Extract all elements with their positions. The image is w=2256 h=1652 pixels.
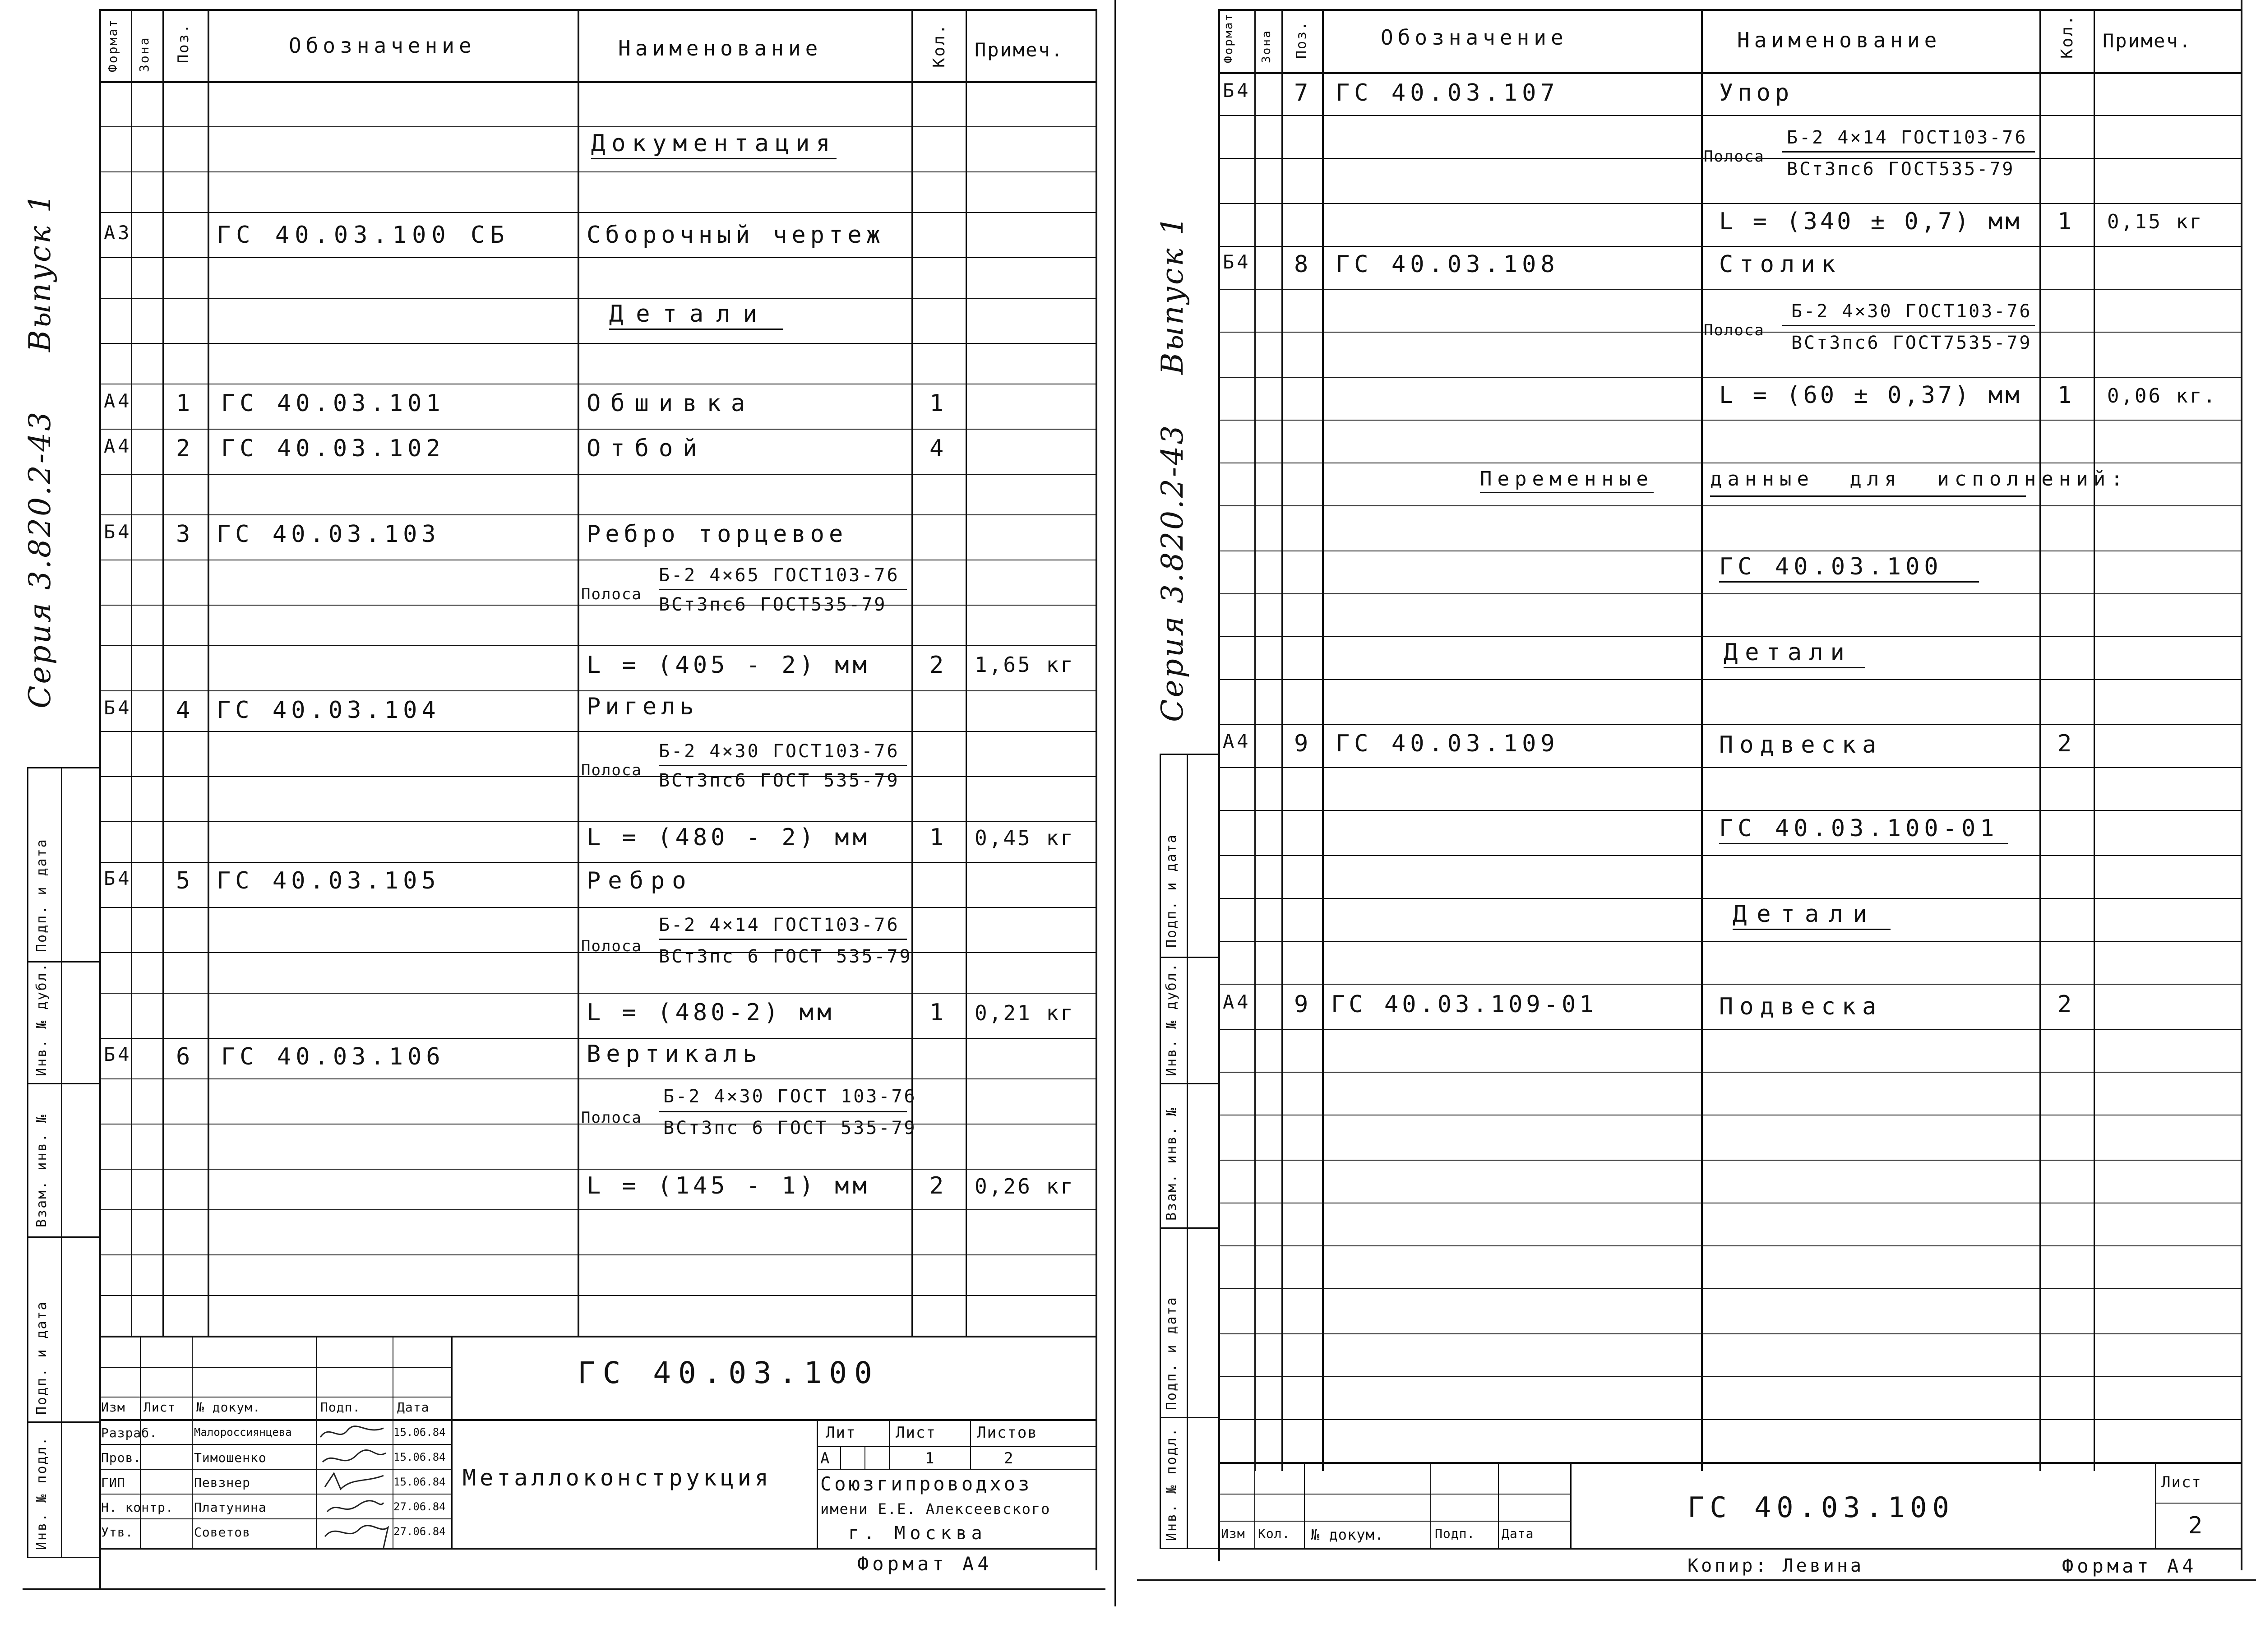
fraction-line xyxy=(1782,325,2035,326)
stamp-label: Инв. № подл. xyxy=(1164,1427,1179,1541)
fraction-line xyxy=(659,589,907,590)
stamp-label: Инв. № дубл. xyxy=(34,962,50,1076)
row-name: Ребро торцевое xyxy=(587,521,848,548)
row-position: 9 xyxy=(1294,730,1311,757)
row-qty: 1 xyxy=(929,824,947,851)
role-label: Пров. xyxy=(101,1450,142,1465)
series-label: Серия 3.820.2-43 xyxy=(23,410,57,708)
hdr-doc-number: № докум. xyxy=(196,1400,261,1415)
col-designation-label: Обозначение xyxy=(1381,25,1568,50)
hdr-qty: Кол. xyxy=(1258,1526,1290,1541)
row-qty: 1 xyxy=(929,390,947,417)
row-designation: ГС 40.03.108 xyxy=(1336,251,1559,278)
sheet-2 xyxy=(1137,0,2256,1606)
row-designation: ГС 40.03.109-01 xyxy=(1331,991,1597,1018)
fraction-line xyxy=(659,765,907,766)
row-format: А3 xyxy=(104,222,132,244)
material-denominator: ВСт3пс6 ГОСТ 535-79 xyxy=(659,770,900,791)
row-qty: 1 xyxy=(929,999,947,1026)
row-qty: 2 xyxy=(2057,730,2075,757)
variable-data-label-2: данные для исполнений: xyxy=(1710,467,2128,491)
lists-label: Листов xyxy=(977,1424,1038,1442)
col-qty-label: Кол. xyxy=(930,23,948,68)
material-label: Полоса xyxy=(581,761,642,779)
row-format: А4 xyxy=(104,390,132,412)
row-name: Ребро xyxy=(587,867,693,894)
sign-date: 15.06.84 xyxy=(393,1476,446,1488)
col-zone-label: Зона xyxy=(1260,29,1273,63)
stamp-label: Инв. № дубл. xyxy=(1164,962,1179,1076)
stamp-label: Подп. и дата xyxy=(1164,1296,1179,1410)
role-label: Утв. xyxy=(101,1525,134,1540)
row-name: Отбой xyxy=(587,435,707,462)
row-position: 2 xyxy=(176,435,193,462)
hdr-date: Дата xyxy=(1502,1526,1534,1541)
section-parts: Детали xyxy=(609,302,783,330)
signatures xyxy=(316,1419,393,1550)
variant-designation: ГС 40.03.100 xyxy=(1719,555,1979,583)
row-name: Обшивка xyxy=(587,390,755,417)
section-parts: Детали xyxy=(1724,641,1865,668)
list-label: Лист xyxy=(896,1424,936,1442)
col-name-label: Наименование xyxy=(1737,28,1942,52)
row-note: 0,45 кг xyxy=(975,826,1075,850)
person-name: Советов xyxy=(194,1525,251,1540)
row-note: 0,26 кг xyxy=(975,1174,1075,1199)
col-note-label: Примеч. xyxy=(2103,30,2192,52)
material-denominator: ВСт3пс6 ГОСТ535-79 xyxy=(1787,159,2015,180)
sign-date: 27.06.84 xyxy=(393,1500,446,1513)
row-note: 0,15 кг xyxy=(2107,210,2204,233)
stamp-label: Инв. № подл. xyxy=(34,1436,50,1550)
stamp-label: Взам. инв. № xyxy=(1164,1106,1179,1221)
material-label: Полоса xyxy=(1704,148,1765,166)
row-note: 0,21 кг xyxy=(975,1001,1075,1025)
row-format: Б4 xyxy=(104,867,132,889)
row-qty: 1 xyxy=(2057,208,2075,235)
col-format-label: Формат xyxy=(1222,13,1235,63)
role-label: ГИП xyxy=(101,1475,125,1490)
section-documentation: Документация xyxy=(591,132,837,159)
hdr-izm: Изм xyxy=(1221,1526,1245,1541)
hdr-doc-number: № докум. xyxy=(1311,1526,1384,1543)
sign-date: 27.06.84 xyxy=(393,1525,446,1538)
row-format: Б4 xyxy=(1223,251,1251,273)
stamp-label: Подп. и дата xyxy=(1164,833,1179,948)
hdr-list: Лист xyxy=(143,1400,176,1415)
col-pos-label: Поз. xyxy=(175,23,192,63)
col-qty-label: Кол. xyxy=(2058,14,2076,59)
row-format: Б4 xyxy=(104,1043,132,1065)
fraction-line xyxy=(1782,151,2035,153)
lit-label: Лит xyxy=(826,1424,856,1442)
series-label: Серия 3.820.2-43 xyxy=(1155,423,1190,722)
stamp-label: Подп. и дата xyxy=(34,838,50,952)
person-name: Тимошенко xyxy=(194,1450,267,1465)
col-name-label: Наименование xyxy=(618,36,823,60)
row-length: L = (405 - 2) мм xyxy=(587,652,870,679)
row-name: Вертикаль xyxy=(587,1041,763,1068)
stamp-label: Подп. и дата xyxy=(34,1300,50,1415)
row-designation: ГС 40.03.100 СБ xyxy=(217,222,510,249)
material-label: Полоса xyxy=(581,937,642,955)
person-name: Малороссиянцева xyxy=(194,1426,292,1439)
material-label: Полоса xyxy=(1704,321,1765,339)
sheet-number: 2 xyxy=(2188,1512,2205,1539)
hdr-date: Дата xyxy=(397,1400,430,1415)
row-position: 6 xyxy=(176,1043,193,1070)
issue-label: Выпуск 1 xyxy=(1155,214,1190,375)
role-label: Разраб. xyxy=(101,1425,158,1440)
person-name: Платунина xyxy=(194,1500,267,1515)
row-format: А4 xyxy=(1223,991,1251,1013)
section-parts: Детали xyxy=(1733,902,1891,930)
format-label: Формат А4 xyxy=(857,1553,993,1575)
row-designation: ГС 40.03.101 xyxy=(221,390,445,417)
row-length: L = (340 ± 0,7) мм xyxy=(1719,208,2022,235)
row-designation: ГС 40.03.102 xyxy=(221,435,445,462)
row-position: 1 xyxy=(176,390,193,417)
row-qty: 1 xyxy=(2057,382,2075,409)
row-length: L = (480-2) мм xyxy=(587,999,835,1026)
row-format: А4 xyxy=(1223,730,1251,752)
row-designation: ГС 40.03.105 xyxy=(217,867,440,894)
row-position: 4 xyxy=(176,697,193,724)
row-name: Ригель xyxy=(587,693,698,720)
sheet-label: Лист xyxy=(2161,1473,2202,1491)
organization-name: Союзгипроводхоз xyxy=(820,1473,1032,1495)
hdr-izm: Изм xyxy=(101,1400,125,1415)
row-position: 5 xyxy=(176,867,193,894)
row-qty: 2 xyxy=(929,652,947,679)
page-divider xyxy=(1114,0,1116,1606)
row-position: 3 xyxy=(176,521,193,548)
material-denominator: ВСт3пс6 ГОСТ535-79 xyxy=(659,594,887,615)
row-length: L = (145 - 1) мм xyxy=(587,1172,870,1199)
document-title: Металлоконструкция xyxy=(462,1465,772,1491)
organization-city: г. Москва xyxy=(848,1523,987,1544)
material-denominator: ВСт3пс 6 ГОСТ 535-79 xyxy=(659,946,912,967)
format-label: Формат А4 xyxy=(2062,1555,2197,1577)
fraction-line xyxy=(659,1111,907,1112)
row-name: Упор xyxy=(1719,79,1794,106)
row-format: А4 xyxy=(104,435,132,457)
material-numerator: Б-2 4×30 ГОСТ 103-76 xyxy=(663,1086,917,1107)
row-qty: 4 xyxy=(929,435,947,462)
sign-date: 15.06.84 xyxy=(393,1426,446,1439)
row-name: Сборочный чертеж xyxy=(587,222,885,249)
issue-label: Выпуск 1 xyxy=(23,192,57,352)
material-label: Полоса xyxy=(581,1109,642,1127)
variant-designation: ГС 40.03.100-01 xyxy=(1719,817,2008,844)
material-denominator: ВСт3пс6 ГОСТ7535-79 xyxy=(1791,333,2032,353)
row-position: 7 xyxy=(1294,79,1311,106)
material-denominator: ВСт3пс 6 ГОСТ 535-79 xyxy=(663,1118,917,1138)
col-format-label: Формат xyxy=(105,18,120,72)
row-name: Подвеска xyxy=(1719,993,1883,1020)
material-numerator: Б-2 4×30 ГОСТ103-76 xyxy=(1791,301,2032,322)
person-name: Певзнер xyxy=(194,1475,251,1490)
lit-value: А xyxy=(820,1449,831,1467)
row-format: Б4 xyxy=(1223,79,1251,102)
copier-label: Копир: Левина xyxy=(1687,1555,1864,1576)
material-numerator: Б-2 4×14 ГОСТ103-76 xyxy=(1787,127,2028,148)
row-designation: ГС 40.03.106 xyxy=(221,1043,445,1070)
row-format: Б4 xyxy=(104,521,132,543)
organization-name-2: имени Е.Е. Алексеевского xyxy=(820,1500,1051,1518)
col-pos-label: Поз. xyxy=(1294,20,1309,59)
hdr-signature: Подп. xyxy=(320,1400,361,1415)
sheet-1 xyxy=(0,0,1105,1606)
document-code: ГС 40.03.100 xyxy=(1687,1491,1955,1524)
row-format: Б4 xyxy=(104,697,132,719)
material-numerator: Б-2 4×14 ГОСТ103-76 xyxy=(659,915,900,935)
row-note: 1,65 кг xyxy=(975,652,1075,677)
stamp-label: Взам. инв. № xyxy=(34,1113,50,1227)
row-position: 9 xyxy=(1294,991,1311,1018)
variable-data-label: Переменные xyxy=(1480,469,1654,493)
document-code: ГС 40.03.100 xyxy=(578,1356,879,1390)
material-numerator: Б-2 4×65 ГОСТ103-76 xyxy=(659,565,900,586)
fraction-line xyxy=(659,939,907,940)
row-designation: ГС 40.03.107 xyxy=(1336,79,1559,106)
row-designation: ГС 40.03.109 xyxy=(1336,730,1559,757)
row-qty: 2 xyxy=(2057,991,2075,1018)
row-note: 0,06 кг. xyxy=(2107,384,2217,407)
col-zone-label: Зона xyxy=(137,36,152,72)
row-designation: ГС 40.03.103 xyxy=(217,521,440,548)
row-length: L = (60 ± 0,37) мм xyxy=(1719,382,2022,409)
list-value: 1 xyxy=(925,1449,935,1467)
row-name: Столик xyxy=(1719,251,1842,278)
material-label: Полоса xyxy=(581,585,642,603)
row-length: L = (480 - 2) мм xyxy=(587,824,870,851)
row-position: 8 xyxy=(1294,251,1311,278)
col-designation-label: Обозначение xyxy=(289,33,476,58)
row-designation: ГС 40.03.104 xyxy=(217,697,440,724)
col-note-label: Примеч. xyxy=(975,39,1064,61)
sign-date: 15.06.84 xyxy=(393,1451,446,1463)
lists-value: 2 xyxy=(1004,1449,1014,1467)
role-label: Н. контр. xyxy=(101,1500,174,1515)
material-numerator: Б-2 4×30 ГОСТ103-76 xyxy=(659,741,900,762)
row-qty: 2 xyxy=(929,1172,947,1199)
row-name: Подвеска xyxy=(1719,731,1883,759)
hdr-signature: Подп. xyxy=(1435,1526,1475,1541)
